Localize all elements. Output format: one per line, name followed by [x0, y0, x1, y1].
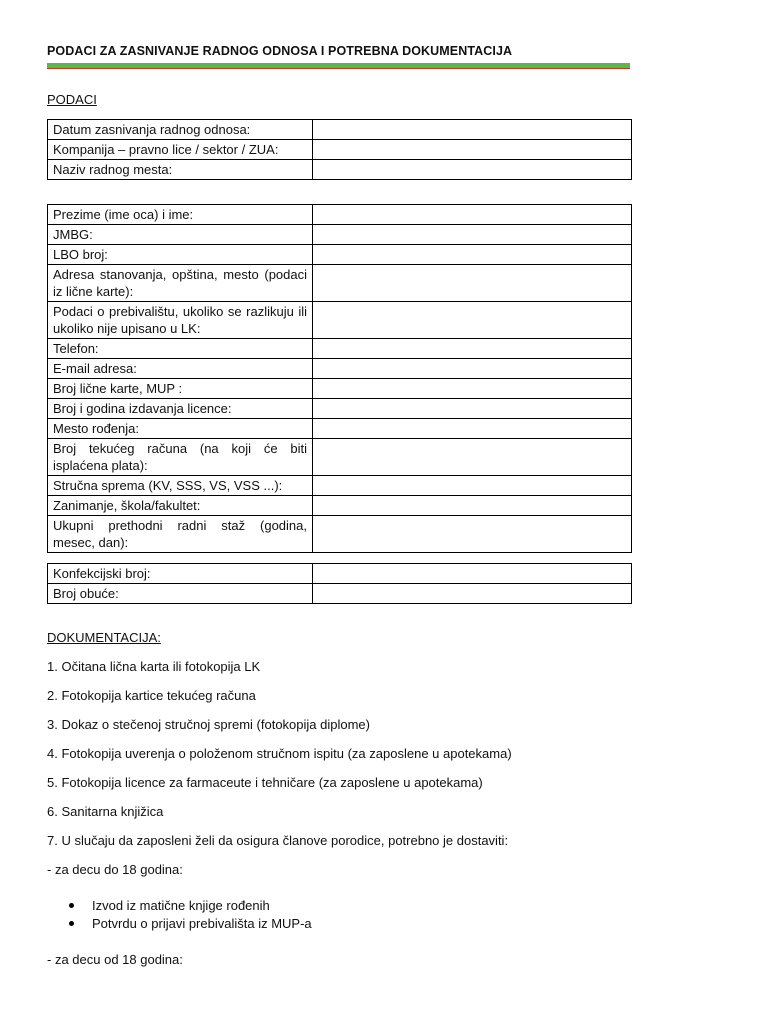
- field-label: Zanimanje, škola/fakultet:: [48, 496, 313, 516]
- field-label: LBO broj:: [48, 245, 313, 265]
- field-value[interactable]: [313, 302, 632, 339]
- field-value[interactable]: [313, 205, 632, 225]
- field-value[interactable]: [313, 476, 632, 496]
- field-value[interactable]: [313, 439, 632, 476]
- table-row: [48, 419, 632, 439]
- table-row: [48, 584, 632, 604]
- table-row: [48, 245, 632, 265]
- field-value[interactable]: [313, 564, 632, 584]
- table-row: [48, 120, 632, 140]
- table-row: [48, 379, 632, 399]
- bullet-item: [69, 898, 270, 913]
- field-label: Prezime (ime oca) i ime:: [48, 205, 313, 225]
- list-item: 7. U slučaju da zaposleni želi da osigura članove porodice, potrebno je dostaviti:: [47, 833, 509, 848]
- bullet-dot-icon: [69, 921, 74, 926]
- table-row: [48, 399, 632, 419]
- personal-data-table: [47, 204, 632, 553]
- field-value[interactable]: [313, 120, 632, 140]
- list-item: 1. Očitana lična karta ili fotokopija LK: [47, 659, 261, 674]
- field-label: Telefon:: [48, 339, 313, 359]
- list-item: 3. Dokaz o stečenoj stručnoj spremi (fotokopija diplome): [47, 717, 370, 732]
- list-item: - za decu od 18 godina:: [47, 952, 183, 967]
- table-row: [48, 160, 632, 180]
- list-item: 6. Sanitarna knjižica: [47, 804, 164, 819]
- bullet-item: [69, 916, 312, 931]
- field-label: Mesto rođenja:: [48, 419, 313, 439]
- field-label: Adresa stanovanja, opština, mesto (podaci iz lične karte):: [48, 265, 313, 302]
- table-row: [48, 265, 632, 302]
- table-row: [48, 339, 632, 359]
- field-label: Podaci o prebivalištu, ukoliko se razlikuju ili ukoliko nije upisano u LK:: [48, 302, 313, 339]
- field-value[interactable]: [313, 379, 632, 399]
- clothing-size-table: [47, 563, 632, 604]
- field-label: Konfekcijski broj:: [48, 564, 313, 584]
- field-value[interactable]: [313, 265, 632, 302]
- field-label: Broj obuće:: [48, 584, 313, 604]
- list-item: 5. Fotokopija licence za farmaceute i tehničare (za zaposlene u apotekama): [47, 775, 483, 790]
- field-value[interactable]: [313, 584, 632, 604]
- table-row: [48, 205, 632, 225]
- field-value[interactable]: [313, 140, 632, 160]
- table-row: [48, 302, 632, 339]
- field-value[interactable]: [313, 399, 632, 419]
- section-dokumentacija: DOKUMENTACIJA:: [47, 630, 161, 645]
- table-row: [48, 516, 632, 553]
- field-value[interactable]: [313, 225, 632, 245]
- table-row: [48, 359, 632, 379]
- field-value[interactable]: [313, 496, 632, 516]
- field-label: Broj i godina izdavanja licence:: [48, 399, 313, 419]
- field-label: Broj tekućeg računa (na koji će biti isplaćena plata):: [48, 439, 313, 476]
- table-row: [48, 140, 632, 160]
- field-label: Naziv radnog mesta:: [48, 160, 313, 180]
- field-value[interactable]: [313, 339, 632, 359]
- table-row: [48, 225, 632, 245]
- field-value[interactable]: [313, 419, 632, 439]
- field-value[interactable]: [313, 516, 632, 553]
- field-value[interactable]: [313, 160, 632, 180]
- field-label: Ukupni prethodni radni staž (godina, mesec, dan):: [48, 516, 313, 553]
- red-rule: [47, 68, 630, 69]
- table-row: [48, 476, 632, 496]
- document-title: PODACI ZA ZASNIVANJE RADNOG ODNOSA I POTREBNA DOKUMENTACIJA: [47, 44, 513, 58]
- bullet-text: Izvod iz matične knjige rođenih: [92, 898, 270, 913]
- field-label: Datum zasnivanja radnog odnosa:: [48, 120, 313, 140]
- field-value[interactable]: [313, 359, 632, 379]
- table-row: [48, 496, 632, 516]
- field-label: Kompanija – pravno lice / sektor / ZUA:: [48, 140, 313, 160]
- field-label: Broj lične karte, MUP :: [48, 379, 313, 399]
- table-row: [48, 564, 632, 584]
- list-item: - za decu do 18 godina:: [47, 862, 183, 877]
- field-value[interactable]: [313, 245, 632, 265]
- field-label: Stručna sprema (KV, SSS, VS, VSS ...):: [48, 476, 313, 496]
- employment-table: [47, 119, 632, 180]
- table-row: [48, 439, 632, 476]
- section-podaci: PODACI: [47, 92, 97, 107]
- list-item: 4. Fotokopija uverenja o položenom stručnom ispitu (za zaposlene u apotekama): [47, 746, 512, 761]
- field-label: JMBG:: [48, 225, 313, 245]
- bullet-text: Potvrdu o prijavi prebivališta iz MUP-a: [92, 916, 312, 931]
- bullet-dot-icon: [69, 903, 74, 908]
- field-label: E-mail adresa:: [48, 359, 313, 379]
- list-item: 2. Fotokopija kartice tekućeg računa: [47, 688, 256, 703]
